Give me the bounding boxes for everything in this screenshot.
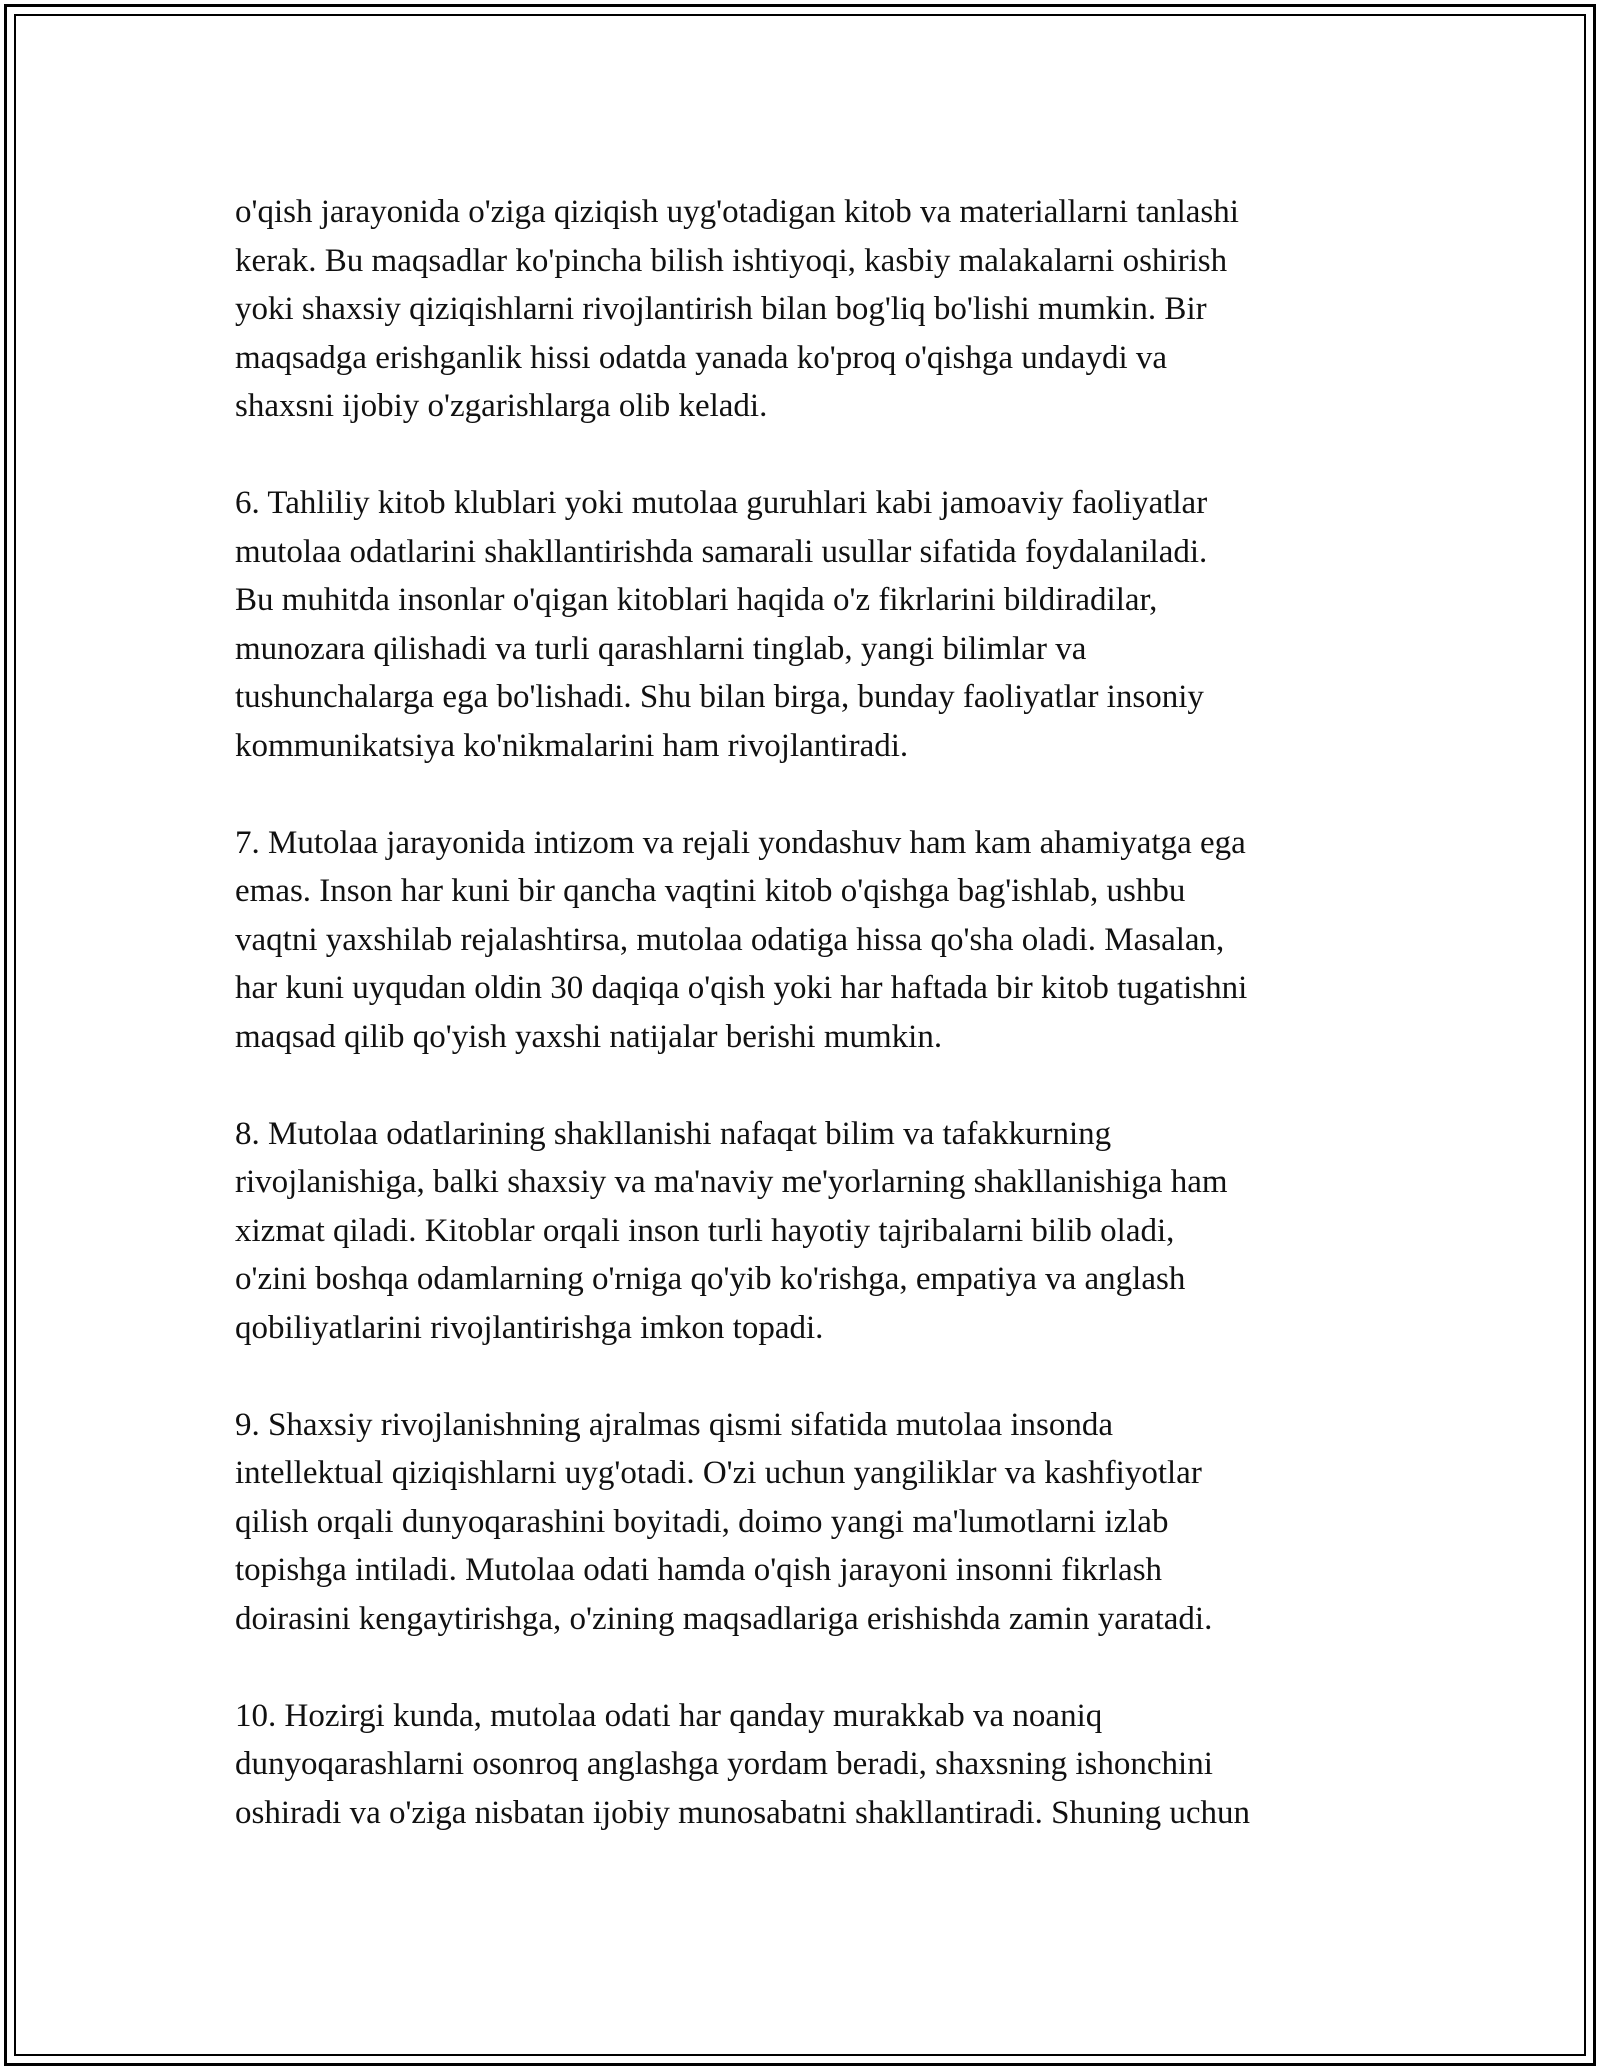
paragraph-item-7: 7. Mutolaa jarayonida intizom va rejali yondashuv ham kam ahamiyatga ega emas. Inson har kuni bir qancha vaqtini kitob o'qishga bag'ishlab, ushbu vaqtni yaxshilab rejalashtirsa, mutolaa odatiga hissa qo'sha oladi. Masalan, har kuni uyqudan oldin 30 daqiqa o'qish yoki har haftada bir kitob tugatishni maqsad qilib qo'yish yaxshi natijalar berishi mumkin. [235,824,1248,1055]
paragraph-item-6: 6. Tahliliy kitob klublari yoki mutolaa guruhlari kabi jamoaviy faoliyatlar mutolaa odatlarini shakllantirishda samarali usullar sifatida foydalaniladi. Bu muhitda insonlar o'qigan kitoblari haqida o'z fikrlarini bildiradilar, munozara qilishadi va turli qarashlarni tinglab, yangi bilimlar va tushunchalarga ega bo'lishadi. Shu bilan birga, bunday faoliyatlar insoniy kommunikatsiya ko'nikmalarini ham rivojlantiradi. [235,485,1208,764]
paragraph-item-10: 10. Hozirgi kunda, mutolaa odati har qanday murakkab va noaniq dunyoqarashlarni osonroq anglashga yordam beradi, shaxsning ishonchini oshiradi va o'ziga nisbatan ijobiy munosabatni shakllantiradi. Shuning uchun [235,1697,1251,1831]
document-body [235,188,1385,1886]
paragraph-intro-continued: o'qish jarayonida o'ziga qiziqish uyg'otadigan kitob va materiallarni tanlashi kerak. Bu maqsadlar ko'pincha bilish ishtiyoqi, kasbiy malakalarni oshirish yoki shaxsiy qiziqishlarni rivojlantirish bilan bog'liq bo'lishi mumkin. Bir maqsadga erishganlik hissi odatda yanada ko'proq o'qishga undaydi va shaxsni ijobiy o'zgarishlarga olib keladi. [235,194,1239,424]
paragraph-item-9: 9. Shaxsiy rivojlanishning ajralmas qismi sifatida mutolaa insonda intellektual qiziqishlarni uyg'otadi. O'zi uchun yangiliklar va kashfiyotlar qilish orqali dunyoqarashini boyitadi, doimo yangi ma'lumotlarni izlab topishga intiladi. Mutolaa odati hamda o'qish jarayoni insonni fikrlash doirasini kengaytirishga, o'zining maqsadlariga erishishda zamin yaratadi. [235,1406,1213,1637]
paragraph-item-8: 8. Mutolaa odatlarining shakllanishi nafaqat bilim va tafakkurning rivojlanishiga, balki shaxsiy va ma'naviy me'yorlarning shakllanishiga ham xizmat qiladi. Kitoblar orqali inson turli hayotiy tajribalarni bilib oladi, o'zini boshqa odamlarning o'rniga qo'yib ko'rishga, empatiya va anglash qobiliyatlarini rivojlantirishga imkon topadi. [235,1115,1228,1346]
